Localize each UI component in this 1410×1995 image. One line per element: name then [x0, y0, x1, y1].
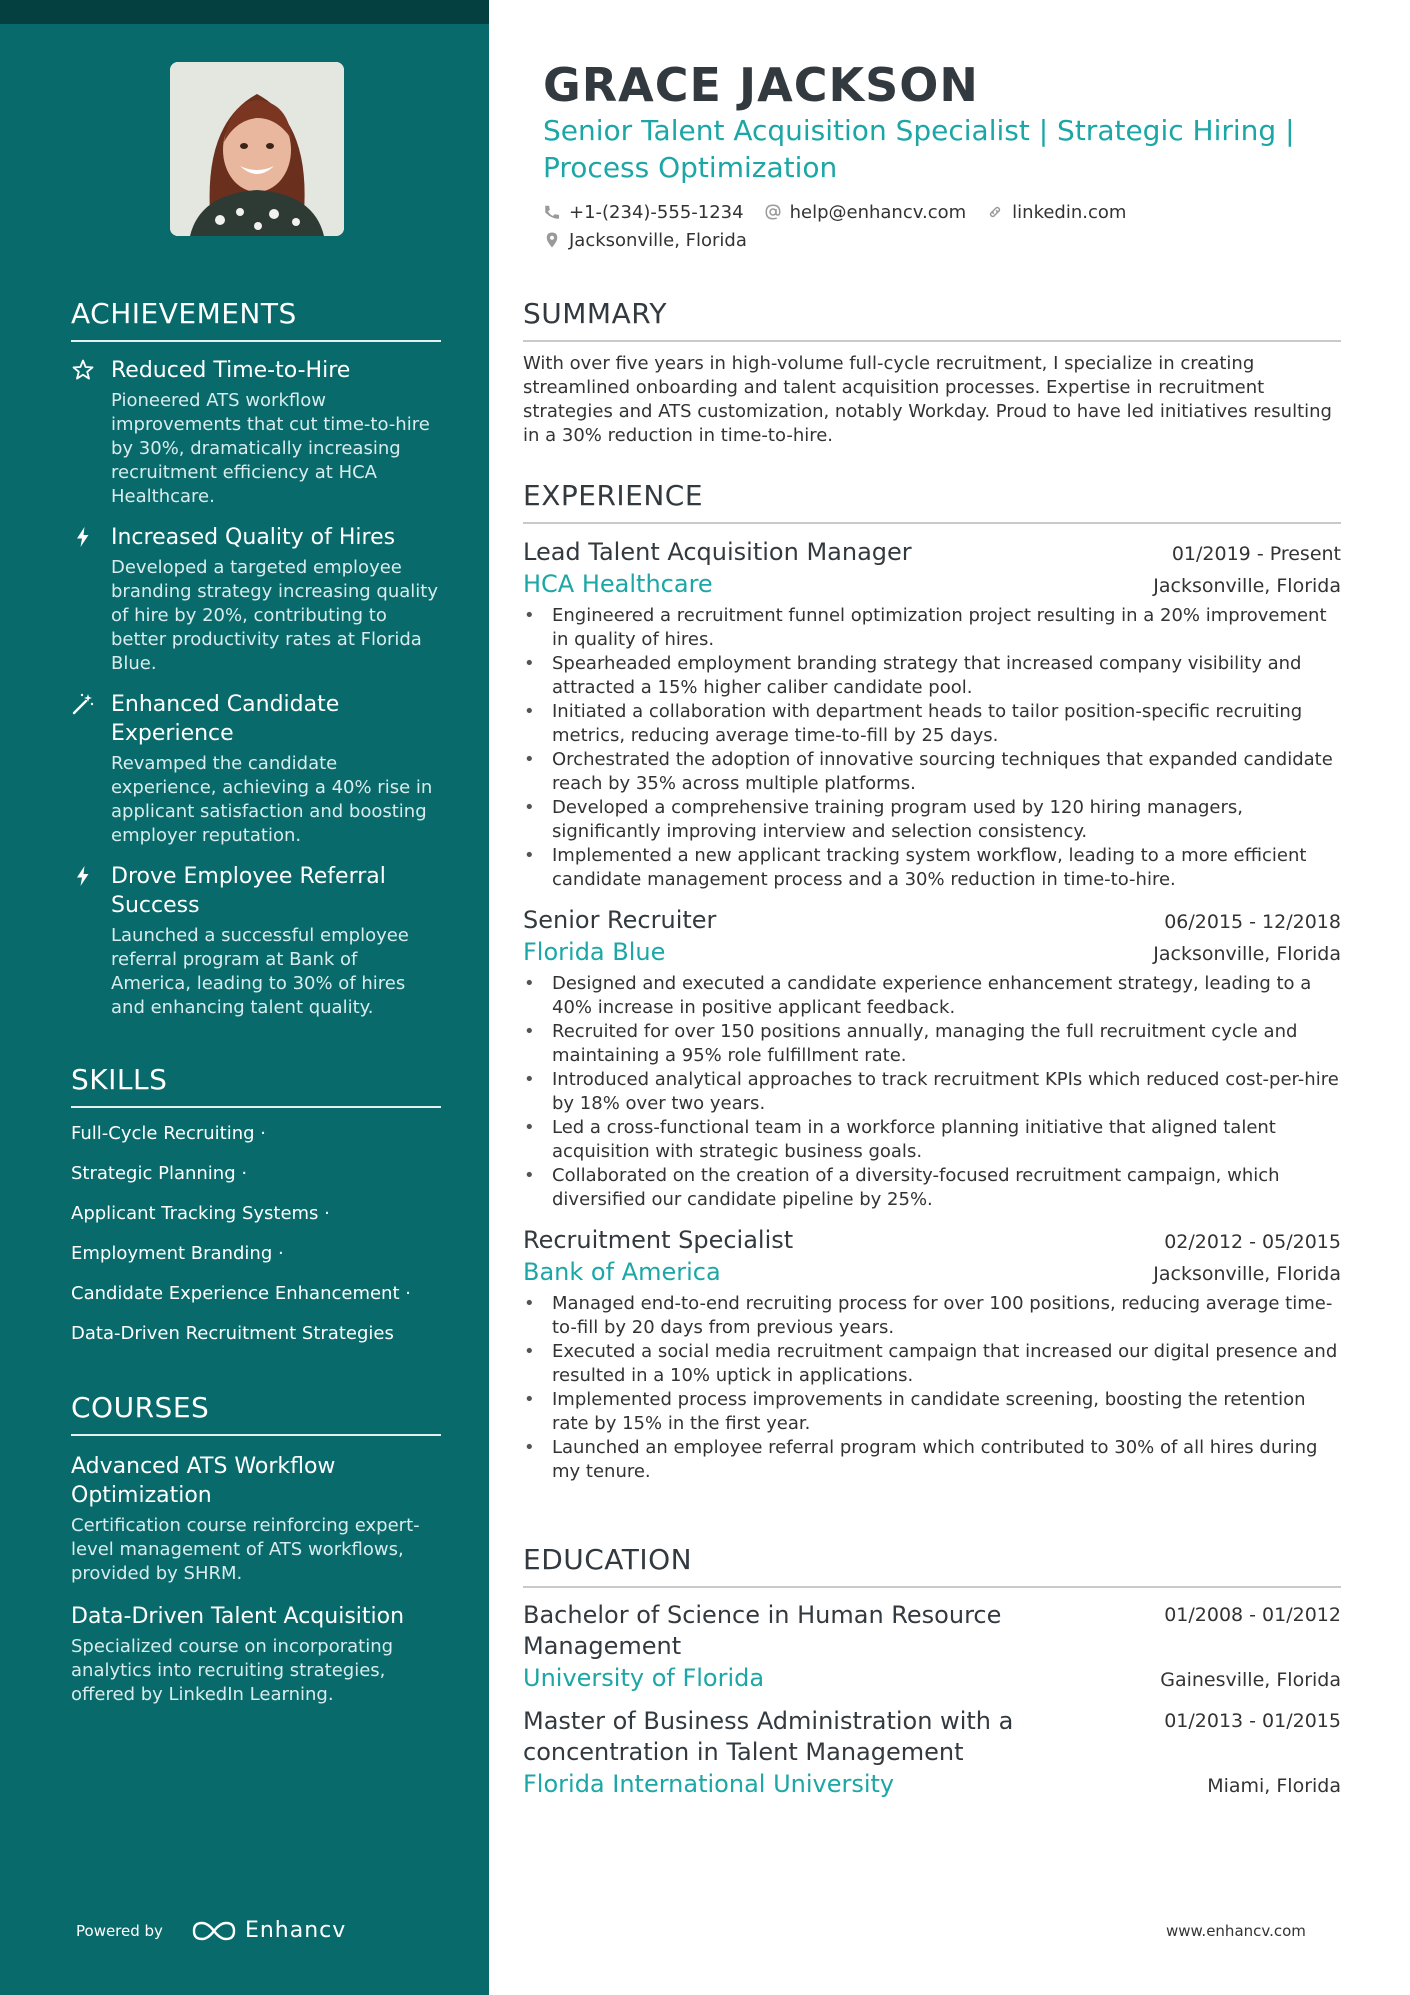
- candidate-name: GRACE JACKSON: [543, 58, 979, 112]
- achievement-title: Reduced Time-to-Hire: [111, 358, 351, 383]
- achievement-item: [71, 862, 441, 1020]
- achievement-title: Enhanced Candidate Experience: [111, 692, 340, 746]
- skill-item: Employment Branding ·: [71, 1243, 284, 1264]
- job-location: Jacksonville, Florida: [1153, 1263, 1341, 1285]
- summary-text: With over five years in high-volume full-cycle recruitment, I specialize in creating streamlined onboarding and talent acquisition processes. Expertise in recruitment strategies and ATS customization, notably Workday. Proud to have led initiatives resulting in a 30% reduction in time-to-hire.: [523, 353, 1332, 446]
- job-bullet: • Designed and executed a candidate experience enhancement strategy, leading to a 40% increase in positive applicant feedback.: [523, 972, 1341, 1020]
- skill-item: Candidate Experience Enhancement ·: [71, 1283, 411, 1304]
- email-text: help@enhancv.com: [789, 201, 967, 223]
- achievement-desc: Pioneered ATS workflow improvements that cut time-to-hire by 30%, dramatically increasing recruitment efficiency at HCA Healthcare.: [111, 390, 430, 507]
- achievement-desc: Launched a successful employee referral program at Bank of America, leading to 30% of hires and enhancing talent quality.: [111, 925, 409, 1018]
- summary-heading: SUMMARY: [523, 297, 1341, 342]
- brand-name: Enhancv: [244, 1918, 347, 1943]
- phone-icon: [543, 203, 561, 221]
- footer-url[interactable]: www.enhancv.com: [1166, 1922, 1306, 1940]
- job-bullet: • Implemented process improvements in candidate screening, boosting the retention rate by 15% in the first year.: [523, 1388, 1341, 1436]
- enhancv-logo-icon: [191, 1919, 237, 1943]
- job-bullets: [523, 972, 1341, 1212]
- skill-item: Strategic Planning ·: [71, 1163, 248, 1184]
- magic-wand-icon: [71, 692, 95, 716]
- job-bullet: • Launched an employee referral program which contributed to 30% of all hires during my tenure.: [523, 1436, 1341, 1484]
- job-bullet: • Executed a social media recruitment campaign that increased our digital presence and resulted in a 10% uptick in applications.: [523, 1340, 1341, 1388]
- experience-heading: EXPERIENCE: [523, 479, 1341, 524]
- achievement-title: Increased Quality of Hires: [111, 525, 396, 550]
- course-desc: Certification course reinforcing expert-level management of ATS workflows, provided by SHRM.: [71, 1515, 420, 1584]
- job-bullet: • Spearheaded employment branding strategy that increased company visibility and attracted a 15% higher caliber candidate pool.: [523, 652, 1341, 700]
- job-bullets: [523, 604, 1341, 892]
- job-entry: [523, 536, 1341, 892]
- job-entry: [523, 1224, 1341, 1484]
- education-dates: 01/2013 - 01/2015: [1164, 1710, 1341, 1732]
- headline: Senior Talent Acquisition Specialist | Strategic Hiring | Process Optimization: [543, 114, 1295, 184]
- job-title: Lead Talent Acquisition Manager: [523, 538, 912, 566]
- job-bullet: • Recruited for over 150 positions annually, managing the full recruitment cycle and maintaining a 95% role fulfillment rate.: [523, 1020, 1341, 1068]
- achievement-desc: Developed a targeted employee branding strategy increasing quality of hire by 20%, contributing to better productivity rates at Florida Blue.: [111, 557, 438, 674]
- courses-heading: COURSES: [71, 1391, 441, 1436]
- job-entry: [523, 904, 1341, 1212]
- degree-title: Bachelor of Science in Human Resource Management: [523, 1601, 1002, 1660]
- profile-photo: [170, 62, 344, 236]
- sidebar-top-band: [0, 0, 489, 24]
- achievement-item: [71, 523, 441, 676]
- job-dates: 01/2019 - Present: [1171, 543, 1341, 565]
- achievement-desc: Revamped the candidate experience, achieving a 40% rise in applicant satisfaction and boosting employer reputation.: [111, 753, 433, 846]
- achievements-section: [71, 297, 441, 1020]
- job-location: Jacksonville, Florida: [1153, 575, 1341, 597]
- job-bullet: • Developed a comprehensive training program used by 120 hiring managers, significantly improving interview and selection consistency.: [523, 796, 1341, 844]
- school-location: Gainesville, Florida: [1160, 1669, 1341, 1691]
- education-heading: EDUCATION: [523, 1543, 1341, 1588]
- sidebar: [0, 0, 489, 1995]
- school-name: University of Florida: [523, 1664, 765, 1692]
- job-bullet: • Orchestrated the adoption of innovative sourcing techniques that expanded candidate reach by 35% across multiple platforms.: [523, 748, 1341, 796]
- job-bullet: • Introduced analytical approaches to track recruitment KPIs which reduced cost-per-hire by 18% over two years.: [523, 1068, 1341, 1116]
- at-icon: [764, 203, 782, 221]
- school-location: Miami, Florida: [1207, 1775, 1341, 1797]
- job-title: Recruitment Specialist: [523, 1226, 794, 1254]
- link-icon: [986, 203, 1004, 221]
- summary-section: [523, 297, 1341, 448]
- courses-section: [71, 1391, 441, 1707]
- job-dates: 06/2015 - 12/2018: [1164, 911, 1341, 933]
- location-text: Jacksonville, Florida: [569, 229, 747, 251]
- job-location: Jacksonville, Florida: [1153, 943, 1341, 965]
- course-title: Advanced ATS Workflow Optimization: [71, 1454, 336, 1508]
- phone-text: +1-(234)-555-1234: [569, 201, 744, 223]
- school-name: Florida International University: [523, 1770, 895, 1798]
- skills-section: [71, 1063, 441, 1346]
- phone-contact: [543, 202, 744, 223]
- skill-item: Full-Cycle Recruiting ·: [71, 1123, 267, 1144]
- powered-by: [76, 1918, 346, 1943]
- achievement-item: [71, 690, 441, 848]
- lightning-icon: [71, 525, 95, 549]
- job-bullet: • Engineered a recruitment funnel optimization project resulting in a 20% improvement in quality of hires.: [523, 604, 1341, 652]
- job-company: Bank of America: [523, 1258, 721, 1286]
- job-bullet: • Implemented a new applicant tracking system workflow, leading to a more efficient candidate management process and a 30% reduction in time-to-hire.: [523, 844, 1341, 892]
- job-company: HCA Healthcare: [523, 570, 713, 598]
- degree-title: Master of Business Administration with a concentration in Talent Management: [523, 1707, 1014, 1766]
- location-pin-icon: [543, 231, 561, 249]
- course-title: Data-Driven Talent Acquisition: [71, 1604, 405, 1629]
- avatar: [170, 62, 344, 236]
- education-dates: 01/2008 - 01/2012: [1164, 1604, 1341, 1626]
- skills-heading: SKILLS: [71, 1063, 441, 1108]
- job-bullets: [523, 1292, 1341, 1484]
- powered-by-label: Powered by: [76, 1921, 163, 1940]
- education-entry: [523, 1706, 1341, 1800]
- job-bullet: • Collaborated on the creation of a diversity-focused recruitment campaign, which diversified our candidate pipeline by 25%.: [523, 1164, 1341, 1212]
- skill-item: Applicant Tracking Systems ·: [71, 1203, 330, 1224]
- job-company: Florida Blue: [523, 938, 666, 966]
- location-contact: [543, 230, 747, 251]
- email-contact[interactable]: [764, 202, 967, 223]
- education-section: [523, 1543, 1341, 1800]
- linkedin-contact[interactable]: [986, 202, 1126, 223]
- contact-info: [543, 198, 1333, 254]
- job-bullet: • Managed end-to-end recruiting process for over 100 positions, reducing average time-to-fill by 20 days from previous years.: [523, 1292, 1341, 1340]
- education-entry: [523, 1600, 1341, 1694]
- lightning-icon: [71, 864, 95, 888]
- job-bullet: • Initiated a collaboration with department heads to tailor position-specific recruiting metrics, reducing average time-to-fill by 25 days.: [523, 700, 1341, 748]
- achievement-title: Drove Employee Referral Success: [111, 864, 386, 918]
- job-title: Senior Recruiter: [523, 906, 717, 934]
- job-dates: 02/2012 - 05/2015: [1164, 1231, 1341, 1253]
- linkedin-text: linkedin.com: [1012, 201, 1127, 223]
- achievement-item: [71, 356, 441, 509]
- job-bullet: • Led a cross-functional team in a workforce planning initiative that aligned talent acquisition with strategic business goals.: [523, 1116, 1341, 1164]
- achievements-heading: ACHIEVEMENTS: [71, 297, 441, 342]
- star-icon: [71, 358, 95, 382]
- skill-item: Data-Driven Recruitment Strategies: [71, 1323, 394, 1344]
- experience-section: [523, 479, 1341, 1484]
- course-desc: Specialized course on incorporating analytics into recruiting strategies, offered by LinkedIn Learning.: [71, 1636, 394, 1705]
